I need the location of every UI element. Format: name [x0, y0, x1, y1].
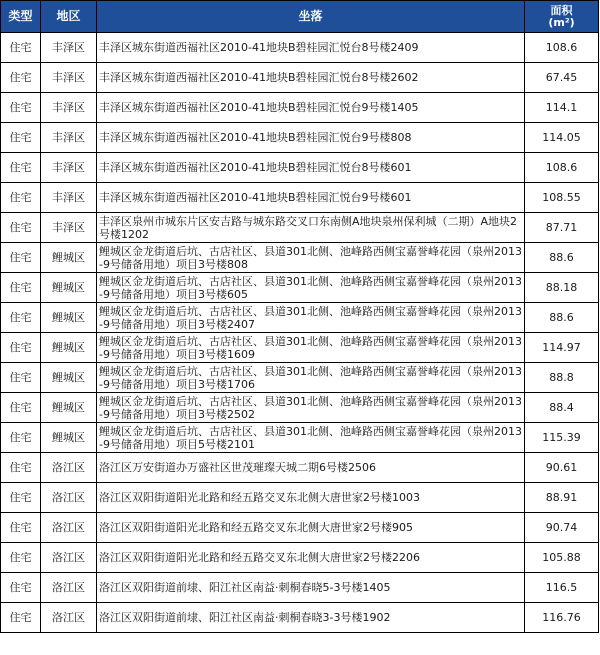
cell-area: 105.88 — [525, 543, 599, 573]
header-district: 地区 — [41, 1, 97, 33]
cell-type: 住宅 — [1, 123, 41, 153]
cell-area: 115.39 — [525, 423, 599, 453]
cell-address: 洛江区双阳街道阳光北路和经五路交叉东北侧大唐世家2号楼905 — [97, 513, 525, 543]
cell-type: 住宅 — [1, 303, 41, 333]
table-row — [1, 63, 599, 93]
cell-type: 住宅 — [1, 183, 41, 213]
cell-area: 114.1 — [525, 93, 599, 123]
cell-address: 洛江区双阳街道阳光北路和经五路交叉东北侧大唐世家2号楼1003 — [97, 483, 525, 513]
cell-district: 丰泽区 — [41, 153, 97, 183]
cell-area: 108.55 — [525, 183, 599, 213]
cell-type: 住宅 — [1, 273, 41, 303]
cell-area: 88.91 — [525, 483, 599, 513]
cell-address: 洛江区双阳街道阳光北路和经五路交叉东北侧大唐世家2号楼2206 — [97, 543, 525, 573]
table-row — [1, 213, 599, 243]
table-row — [1, 183, 599, 213]
header-row — [1, 1, 599, 33]
cell-type: 住宅 — [1, 333, 41, 363]
cell-district: 鲤城区 — [41, 243, 97, 273]
cell-area: 88.6 — [525, 243, 599, 273]
cell-area: 88.18 — [525, 273, 599, 303]
cell-address: 鲤城区金龙街道后坑、古店社区、县道301北侧、池峰路西侧宝嘉誉峰花园（泉州2013-9号储备用地）项目3号楼1706 — [97, 363, 525, 393]
cell-district: 鲤城区 — [41, 333, 97, 363]
header-area — [525, 1, 599, 33]
cell-area: 116.76 — [525, 603, 599, 633]
cell-district: 洛江区 — [41, 543, 97, 573]
table-row — [1, 363, 599, 393]
header-type: 类型 — [1, 1, 41, 33]
cell-district: 鲤城区 — [41, 303, 97, 333]
cell-type: 住宅 — [1, 93, 41, 123]
cell-type: 住宅 — [1, 573, 41, 603]
table-row — [1, 153, 599, 183]
cell-district: 鲤城区 — [41, 363, 97, 393]
cell-district: 丰泽区 — [41, 213, 97, 243]
cell-area: 108.6 — [525, 153, 599, 183]
cell-district: 洛江区 — [41, 603, 97, 633]
cell-type: 住宅 — [1, 153, 41, 183]
cell-district: 洛江区 — [41, 483, 97, 513]
table-row — [1, 393, 599, 423]
table-row — [1, 423, 599, 453]
cell-area: 108.6 — [525, 33, 599, 63]
cell-area: 88.6 — [525, 303, 599, 333]
cell-type: 住宅 — [1, 363, 41, 393]
cell-address: 丰泽区城东街道西福社区2010-41地块B碧桂园汇悦台8号楼2602 — [97, 63, 525, 93]
header-area-label: 面积 — [550, 3, 573, 17]
cell-type: 住宅 — [1, 243, 41, 273]
cell-address: 洛江区双阳街道前埭、阳江社区南益·刺桐春晓3-3号楼1902 — [97, 603, 525, 633]
cell-type: 住宅 — [1, 213, 41, 243]
table-row — [1, 453, 599, 483]
cell-address: 鲤城区金龙街道后坑、古店社区、县道301北侧、池峰路西侧宝嘉誉峰花园（泉州2013-9号储备用地）项目5号楼2101 — [97, 423, 525, 453]
cell-address: 丰泽区城东街道西福社区2010-41地块B碧桂园汇悦台8号楼2409 — [97, 33, 525, 63]
cell-type: 住宅 — [1, 543, 41, 573]
cell-district: 洛江区 — [41, 573, 97, 603]
table-body — [1, 33, 599, 633]
cell-type: 住宅 — [1, 393, 41, 423]
cell-type: 住宅 — [1, 513, 41, 543]
cell-area: 90.74 — [525, 513, 599, 543]
cell-type: 住宅 — [1, 453, 41, 483]
cell-district: 丰泽区 — [41, 123, 97, 153]
cell-district: 洛江区 — [41, 453, 97, 483]
table-row — [1, 33, 599, 63]
cell-address: 丰泽区泉州市城东片区安吉路与城东路交叉口东南侧A地块泉州保利城（二期）A地块2号楼1202 — [97, 213, 525, 243]
table-row — [1, 513, 599, 543]
cell-type: 住宅 — [1, 603, 41, 633]
table-row — [1, 123, 599, 153]
table-row — [1, 243, 599, 273]
cell-address: 鲤城区金龙街道后坑、古店社区、县道301北侧、池峰路西侧宝嘉誉峰花园（泉州2013-9号储备用地）项目3号楼808 — [97, 243, 525, 273]
cell-district: 丰泽区 — [41, 93, 97, 123]
cell-address: 洛江区万安街道办万盛社区世茂璀璨天城二期6号楼2506 — [97, 453, 525, 483]
header-address: 坐落 — [97, 1, 525, 33]
cell-type: 住宅 — [1, 483, 41, 513]
cell-type: 住宅 — [1, 423, 41, 453]
cell-area: 67.45 — [525, 63, 599, 93]
table-row — [1, 303, 599, 333]
cell-address: 鲤城区金龙街道后坑、古店社区、县道301北侧、池峰路西侧宝嘉誉峰花园（泉州2013-9号储备用地）项目3号楼2502 — [97, 393, 525, 423]
cell-area: 88.8 — [525, 363, 599, 393]
cell-area: 88.4 — [525, 393, 599, 423]
cell-type: 住宅 — [1, 33, 41, 63]
cell-type: 住宅 — [1, 63, 41, 93]
cell-district: 鲤城区 — [41, 423, 97, 453]
cell-address: 鲤城区金龙街道后坑、古店社区、县道301北侧、池峰路西侧宝嘉誉峰花园（泉州2013-9号储备用地）项目3号楼2407 — [97, 303, 525, 333]
table-row — [1, 483, 599, 513]
cell-district: 丰泽区 — [41, 63, 97, 93]
table-row — [1, 603, 599, 633]
table-row — [1, 93, 599, 123]
cell-area: 114.05 — [525, 123, 599, 153]
cell-district: 洛江区 — [41, 513, 97, 543]
cell-address: 洛江区双阳街道前埭、阳江社区南益·刺桐春晓5-3号楼1405 — [97, 573, 525, 603]
cell-district: 鲤城区 — [41, 273, 97, 303]
header-area-unit: (m²) — [548, 15, 575, 29]
cell-area: 116.5 — [525, 573, 599, 603]
cell-area: 90.61 — [525, 453, 599, 483]
table-row — [1, 333, 599, 363]
cell-district: 丰泽区 — [41, 33, 97, 63]
cell-area: 114.97 — [525, 333, 599, 363]
cell-address: 丰泽区城东街道西福社区2010-41地块B碧桂园汇悦台9号楼808 — [97, 123, 525, 153]
cell-address: 鲤城区金龙街道后坑、古店社区、县道301北侧、池峰路西侧宝嘉誉峰花园（泉州2013-9号储备用地）项目3号楼605 — [97, 273, 525, 303]
cell-address: 丰泽区城东街道西福社区2010-41地块B碧桂园汇悦台8号楼601 — [97, 153, 525, 183]
table-row — [1, 543, 599, 573]
cell-address: 丰泽区城东街道西福社区2010-41地块B碧桂园汇悦台9号楼601 — [97, 183, 525, 213]
cell-district: 丰泽区 — [41, 183, 97, 213]
cell-district: 鲤城区 — [41, 393, 97, 423]
cell-area: 87.71 — [525, 213, 599, 243]
cell-address: 丰泽区城东街道西福社区2010-41地块B碧桂园汇悦台9号楼1405 — [97, 93, 525, 123]
table-row — [1, 273, 599, 303]
table-row — [1, 573, 599, 603]
cell-address: 鲤城区金龙街道后坑、古店社区、县道301北侧、池峰路西侧宝嘉誉峰花园（泉州2013-9号储备用地）项目3号楼1609 — [97, 333, 525, 363]
